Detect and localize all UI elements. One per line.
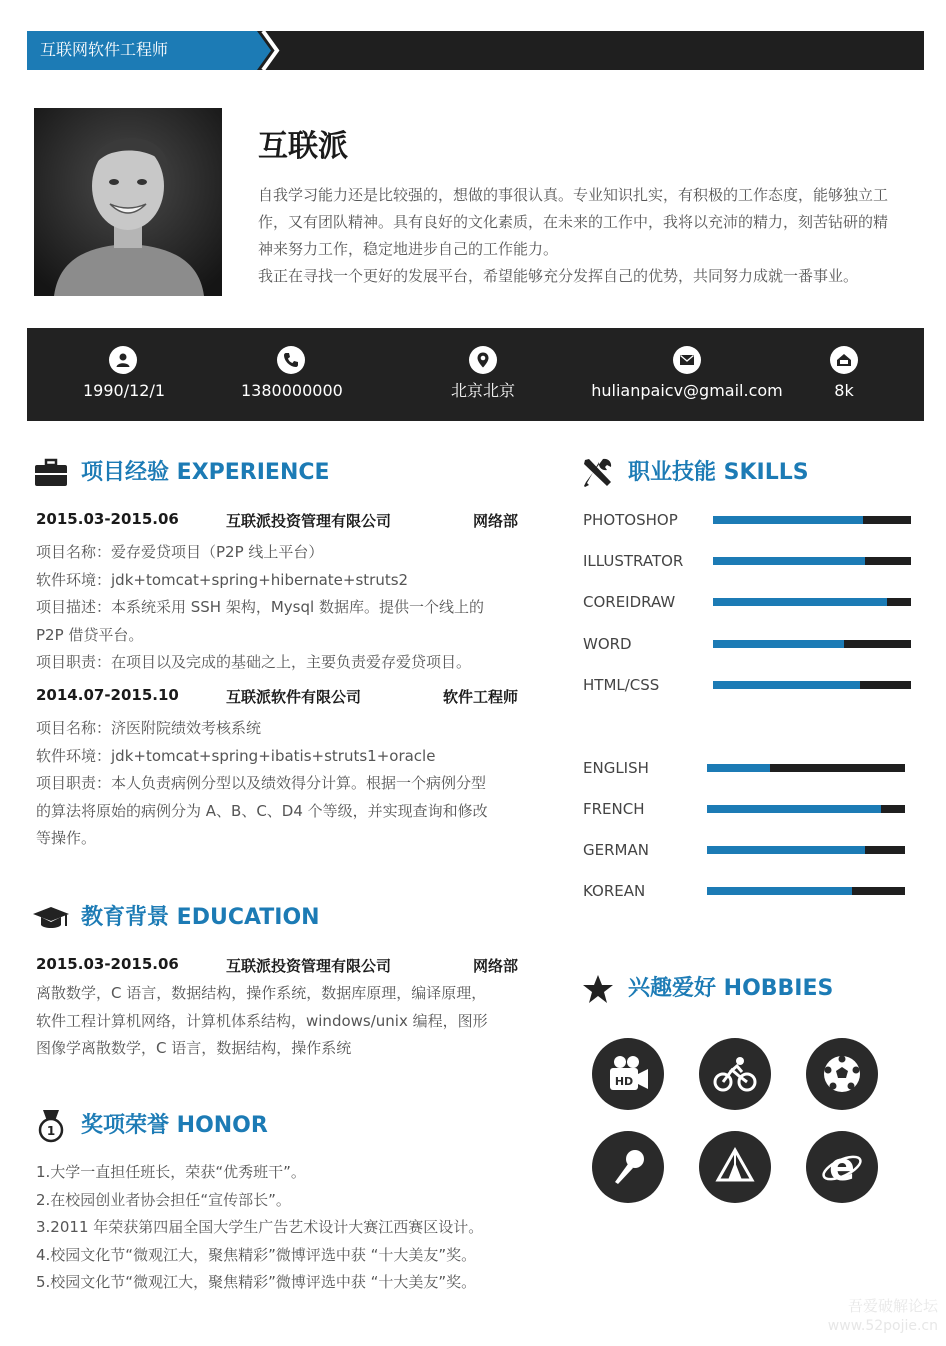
medal-icon — [33, 1109, 69, 1143]
honor-heading — [33, 1109, 268, 1143]
skill-bar-track — [713, 598, 911, 606]
skill-label: HTML/CSS — [583, 675, 660, 694]
honor-item: 2.在校园创业者协会担任“宣传部长”。 — [36, 1190, 291, 1209]
hd-video-camera-icon — [592, 1038, 664, 1110]
experience-heading — [33, 456, 330, 490]
phone-text: 1380000000 — [241, 381, 343, 400]
skill-bar-fill — [707, 764, 770, 772]
course-line: 离散数学，C 语言，数据结构，操作系统，数据库原理，编译原理， — [36, 984, 487, 1002]
svg-text:HD: HD — [614, 1075, 634, 1088]
honor-list — [36, 1159, 520, 1291]
skill-label: COREIDRAW — [583, 593, 676, 612]
job-header — [36, 686, 518, 708]
education-date: 2015.03-2015.06 — [36, 955, 179, 973]
skill-bar-fill — [713, 681, 860, 689]
honor-title: 奖项荣誉 HONOR — [81, 1113, 268, 1138]
contact-birthday — [83, 346, 166, 401]
profile-photo — [34, 108, 222, 296]
education-heading — [33, 901, 320, 935]
honor-item: 1.大学一直担任班长，荣获“优秀班干”。 — [36, 1163, 306, 1181]
skill-bar-fill — [713, 640, 844, 648]
job-role: 网络部 — [472, 512, 518, 530]
skill-row — [583, 633, 911, 655]
tools-icon — [580, 456, 616, 490]
money-icon — [830, 346, 858, 374]
honor-item: 5.校园文化节“微观江大，聚焦精彩”微博评选中获 “十大美友”奖。 — [36, 1273, 477, 1291]
bio-summary — [258, 182, 922, 290]
skill-row — [583, 674, 911, 696]
skill-bar-fill — [713, 557, 865, 565]
job-detail-line: 等操作。 — [36, 829, 97, 847]
bio-line: 神来努力工作，稳定地进步自己的工作能力。 — [258, 240, 559, 258]
skill-bar-track — [713, 516, 911, 524]
svg-text:e: e — [829, 1145, 855, 1189]
skill-bar-track — [707, 887, 905, 895]
education-school: 互联派投资管理有限公司 — [226, 957, 392, 975]
bio-line: 我正在寻找一个更好的发展平台，希望能够充分发挥自己的优势，共同努力成就一番事业。 — [258, 267, 859, 285]
skill-row — [583, 757, 905, 779]
education-courses — [36, 980, 520, 1063]
birthday-text: 1990/12/1 — [83, 381, 166, 400]
contact-salary — [819, 346, 869, 401]
job-company: 互联派软件有限公司 — [226, 688, 362, 706]
education-title: 教育背景 EDUCATION — [81, 905, 320, 930]
soccer-ball-icon — [806, 1038, 878, 1110]
skill-row — [583, 591, 911, 613]
banner-title: 互联网软件工程师 — [40, 40, 169, 59]
bio-line: 自我学习能力还是比较强的，想做的事很认真。专业知识扎实，有积极的工作态度，能够独立工 — [258, 186, 889, 204]
contact-phone — [241, 346, 341, 401]
skill-bar-track — [713, 640, 911, 648]
education-dept: 网络部 — [472, 957, 518, 975]
skill-bar-track — [713, 681, 911, 689]
education-header — [36, 955, 518, 977]
job-detail-line: 项目职责：本人负责病例分型以及绩效得分计算。根据一个病例分型 — [36, 774, 487, 792]
skill-label: WORD — [583, 634, 632, 653]
job-header — [36, 510, 518, 532]
job-detail-line: 项目职责：在项目以及完成的基础之上，主要负责爱存爱贷项目。 — [36, 653, 472, 671]
job-detail-line: 软件环境：jdk+tomcat+spring+hibernate+struts2 — [36, 570, 409, 589]
skill-row — [583, 798, 905, 820]
job-detail-line: 项目名称：爱存爱贷项目（P2P 线上平台） — [36, 543, 324, 561]
skill-bar-track — [707, 805, 905, 813]
star-icon — [580, 972, 616, 1006]
microphone-icon — [592, 1131, 664, 1203]
honor-item: 3.2011 年荣获第四届全国大学生广告艺术设计大赛江西赛区设计。 — [36, 1218, 484, 1236]
skill-bar-fill — [713, 516, 863, 524]
contact-email — [587, 346, 787, 401]
skill-label: GERMAN — [583, 841, 649, 859]
salary-text: 8k — [834, 381, 854, 400]
course-line: 图像学离散数学，C 语言，数据结构，操作系统 — [36, 1039, 352, 1057]
contact-location — [438, 346, 528, 401]
watermark — [828, 1296, 938, 1336]
user-icon — [109, 346, 137, 374]
skill-row — [583, 880, 905, 902]
honor-item: 4.校园文化节“微观江大，聚焦精彩”微博评选中获 “十大美友”奖。 — [36, 1245, 477, 1264]
job-details — [36, 539, 520, 677]
skill-label: PHOTOSHOP — [583, 511, 678, 529]
skill-row — [583, 839, 905, 861]
envelope-icon — [673, 346, 701, 374]
tent-icon — [699, 1131, 771, 1203]
location-text: 北京北京 — [450, 381, 515, 400]
job-company: 互联派投资管理有限公司 — [226, 512, 392, 530]
skills-heading — [580, 456, 809, 490]
skill-bar-fill — [707, 805, 881, 813]
banner-tag — [27, 31, 297, 70]
graduation-cap-icon — [33, 901, 69, 935]
skill-bar-track — [707, 846, 905, 854]
job-date: 2014.07-2015.10 — [36, 686, 179, 704]
bio-line: 作，又有团队精神。具有良好的文化素质，在未来的工作中，我将以充沛的精力，刻苦钻研的精 — [258, 213, 889, 231]
job-details — [36, 715, 520, 853]
skill-bar-track — [707, 764, 905, 772]
job-role: 软件工程师 — [442, 688, 518, 706]
cycling-icon — [699, 1038, 771, 1110]
svg-text:1: 1 — [46, 1124, 56, 1138]
skill-label: ENGLISH — [583, 759, 649, 777]
skills-title: 职业技能 SKILLS — [628, 460, 809, 485]
skill-label: FRENCH — [583, 800, 645, 818]
job-detail-line: 项目描述：本系统采用 SSH 架构，Mysql 数据库。提供一个线上的 — [36, 598, 484, 616]
job-date: 2015.03-2015.06 — [36, 510, 179, 528]
contact-bar — [27, 328, 924, 421]
job-detail-line: 软件环境：jdk+tomcat+spring+ibatis+struts1+oracle — [36, 746, 436, 765]
skill-bar-fill — [707, 887, 852, 895]
job-detail-line: P2P 借贷平台。 — [36, 625, 144, 644]
skill-bar-track — [713, 557, 911, 565]
header-banner — [27, 31, 924, 70]
skill-row — [583, 509, 911, 531]
watermark-line: www.52pojie.cn — [827, 1318, 938, 1334]
skill-bar-fill — [713, 598, 887, 606]
experience-title: 项目经验 EXPERIENCE — [81, 460, 330, 485]
hobbies-heading — [580, 972, 833, 1006]
job-detail-line: 的算法将原始的病例分为 A、B、C、D4 个等级，并实现查询和修改 — [36, 801, 488, 820]
email-text[interactable]: hulianpaicv@gmail.com — [591, 381, 783, 400]
hobbies-title: 兴趣爱好 HOBBIES — [628, 976, 834, 1001]
candidate-name: 互联派 — [258, 129, 348, 164]
briefcase-icon — [33, 456, 69, 490]
location-pin-icon — [469, 346, 497, 374]
skill-label: KOREAN — [583, 882, 646, 900]
watermark-line: 吾爱破解论坛 — [847, 1297, 938, 1315]
skill-bar-fill — [707, 846, 865, 854]
skill-label: ILLUSTRATOR — [583, 552, 684, 571]
internet-explorer-icon — [806, 1131, 878, 1203]
course-line: 软件工程计算机网络，计算机体系结构，windows/unix 编程，图形 — [36, 1011, 488, 1030]
skill-row — [583, 550, 911, 572]
phone-icon — [277, 346, 305, 374]
job-detail-line: 项目名称：济医附院绩效考核系统 — [36, 719, 262, 737]
